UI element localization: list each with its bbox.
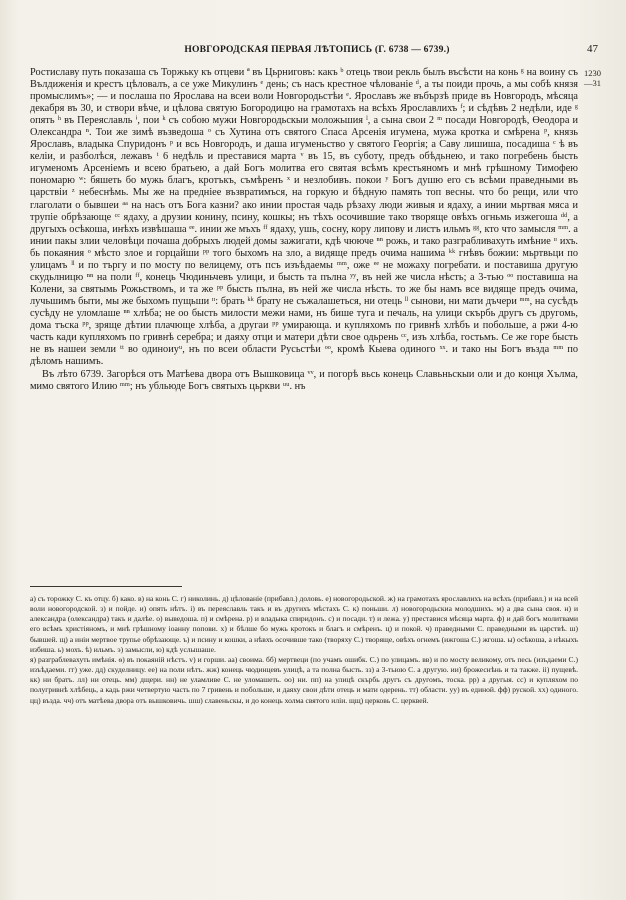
footnote-divider [30, 586, 182, 587]
year-entry-6739: Въ лѣто 6739. Загорѣся отъ Матѣева двора отъ Вышковица ᵛᵛ, и погорѣ вьсь конець Славьньскыи оли и до конця Хълма, мимо святого Илию ᵐᵐ; нъ убльюде Богъ святыхъ цьркви ᵘᵘ. нъ [30, 369, 578, 393]
chronicle-paragraph: Ростиславу путь показаша съ Торжьку къ отцеви ª въ Цьрниговъ: какъ ᵇ отець твои рекль былъ въсѣсти на конь ᵍ на воину съ Вълдиженія и крестъ цѣловалъ, а се уже Микулинъ ᵉ день; съ насъ крестное чѣлованіе ᵈ, а ты поиди прочь, а мы собѣ князя промыслимъ»; — и послаша по Ярослава на всеи воли Новгородьстѣи ᵉ. Ярославъ же въбързѣ приде въ Новгородъ, мѣсяца декабря въ 30, и створи вѣче, и цѣлова святую Богородицю на грамотахъ на всѣхъ Ярославлихъ ᶠ; и сѣдѣвъ 2 недѣли, иде ᵍ опять ʰ въ Переяславль ⁱ, пои ᵏ съ собою мужи Новгородьскыи моложьшия ˡ, а сына свои 2 ᵐ посади Новгородѣ, Өеодора и Олександра ⁿ. Тои же зимѣ възведоша ᵒ съ Хутина отъ святого Спаса Арсенія игумена, мужа кротка и смѣрена ᵖ, князь Ярославъ, владыка Спуридонъ ᵖ и всь Новгородъ, и даша игуменьство у святого Георгія; а Саву лишиша, посадиша ᶜ ѣ въ келіи, и разболѣся, лежавъ ᵗ 6 недѣль и преставися марта ᵛ въ 15, въ суботу, предъ обѣдьнею, и тако погребень бысть игуменомъ Арсеніемъ и всею братьею, а дай Богъ молитва его святая всѣмъ крестьяномъ и мнѣ грѣшному Тимофею пономарю ʷ: бяшеть бо мужь благъ, кротъкъ, съмѣренъ ˣ и незлобивъ. покои ʸ Богъ душю его съ всѣми праведными въ царствіи ᶻ небеснѣмь. Мы же на предніее възвратимъся, на горкую и бѣдную память топ весны. что бо рещи, или что глаголати о бывшеи ᵃᵃ на насъ отъ Бога казни? ако инии простая чадь рѣзаху люди живыя и ядаху, а инии мьртвая мяса и трупіе обрѣзающе ᶜᶜ ядаху, а друзии конину, псину, кошкы; нъ тѣхъ осочившие тако творяще овѣхъ огньмь изжегоша ᵈᵈ, а другыхъ осѣкоша, инѣхъ извѣшаша ᵉᵉ. инии же мъхъ ᶠᶠ ядаху, ушь, сосну, кору липову и листъ ильмъ ᵍᵍ, кто что замысля ᵐᵐ. а инии пакы злии человѣци почаша добрыхъ людей домы зажигати, кдѣ чююче ⁿⁿ рожь, и тако разграбливахуть имѣние ᶦᶦ ихъ. бь покаяния ᵒ мѣсто злое и горцайши ᵖᵖ того быхомъ на зло, а видяще предъ очима нашима ᵏᵏ гнѣвъ божии: мьртвьци по улицамъ ˡˡ и по търгу и по мосту по велицему, отъ псъ изъѣдаемы ᵐᵐ, оже ᵉᵉ не можаху погребати. и поставиша другую скудьлницю ⁿⁿ на поли ᶠᶠ, конець Чюдиньчевъ улици, и бысть та пълна ʸʸ, въ ней же числа нѣсть; а 3-тью ᵒᵒ поставиша на Колени, за святымь Рожьствомъ, и та же ᵖᵖ бысть пълна, въ ней же числа нѣсть. то же бы намъ все видяще предъ очима, лучьшимъ быти, мы же быхомъ пущьши ᶦᶦ: брать ᵏᵏ брату не съжалашеться, ни отець ˡˡ сынови, ни мати дъчери ᵐᵐ, на сусѣдъ сусѣду не уломлаше ⁿⁿ хлѣба; не оо бысть милости межи нами, нъ бише туга и печаль, на улици скърбь другъ съ другомь, дома тъска ᵖᵖ, зряще дѣтии плачюще хлѣба, а другаи ᵖᵖ умирающа. и купляхомъ по гривнѣ хлѣбъ и побольше, а ржи 4-ю часть кади купляхомъ по гривнѣ серебра; и даяху отци и матери дѣти свое одьрень ᶜᶜ, изъ хлѣба, гостьмъ. Се же горе бысть не въ нашеи земли ᵗᵗ во одиноиуᵘ, нъ по всеи области Русьстѣи ᵒᵒ, кромѣ Кыева одиного ˣˣ. и тако ны Богъ възда ᵐᵐ по дѣломъ нашимъ. [30, 67, 578, 368]
footnote-block: а) съ торожку С. къ отцу. б) како. в) на конь С. г) николинь. д) цѣлованіе (прибавл.) доловь. е) новогородьской. ж) на грамотахъ ярославлихъ на всѣхъ (прибавл.) и на всей воли новогородской. з) и пойде. и) опять нѣтъ. і) въ переяславль такъ и въ другихъ мѣстахъ С. к) поньши. л) новогородьскиа молодшихъ. м) а два сына своя. н) и александра (олександра) такъ и далѣе. о) выведоша. п) и смѣрена. р) и владыка спиридонъ. с) и посади. т) и лежа. у) преставися мѣсяца марта. ф) и дай богъ молитвами его всѣмъ христіяномъ, и мнѣ грѣшному іоанну попови. х) и бѣлше бо мужь кротокъ и благъ и смѣренъ. ц) и покой. ч) праведными С. праведными въ царствѣ. ш) бывшей. щ) а инiи мертвое трупье обрѣзающе. ъ) и псину и кошки, а нѣвхъ осочивше тако (творяху С.) творяще, овѣхъ огнемъ (ижгоша С.) жгоша. ы) осѣкоша, а нѣкыхъ избиша. ь) мохъ. ѣ) ильмъ. э) замысли, ю) кдѣ услышаше. [30, 594, 578, 654]
footnotes [30, 594, 578, 706]
page-number: 47 [587, 43, 598, 55]
margin-year-start: 1230 [584, 68, 601, 78]
footnote-block: я) разграблевахуть имѣнія. ѳ) въ покаяній нѣстъ. v) и горши. аа) своима. бб) мертвеци (по учамъ ошибк. С.) по улицамъ. вв) и по мосту великому, отъ песь (изъдаеми С.) изъѣдаеми. гг) уже. дд) скуделницу. ее) на поли нѣтъ. жж) конець чюдинцевъ улицѣ, а та полна бысть. зз) а 3-тьюю С. а другую. ии) брожеснѣнь и та также. іі) пущевѣ. кк) ни братъ. лл) ни отець. мм) дщери. нн) не уламливе С. не уломашеть. оо) ни. пп) на улицѣ скърбь другъ съ другомъ, тоска. рр) а другыя. сс) и купляхом по полугривнѣ хлѣбець, а кадь ржи четвертую часть по 7 гривень и побольше, и даяху свои дѣти отець и мати одерень. тт) области. уу) въ единой. фф) руской. хх) одиного. цц) възда. чч) отъ матѣева двора отъ вышковичь. шш) славеньскы, и до конець холма святого иліи. щщ) церковь С. церквей. [30, 654, 578, 705]
margin-year-note [584, 68, 601, 88]
running-header [30, 44, 604, 60]
chronicle-text [30, 67, 578, 393]
header-title: НОВГОРОДСКАЯ ПЕРВАЯ ЛѢТОПИСЬ (Г. 6738 — 6739.) [184, 44, 450, 55]
margin-year-end: —31 [584, 78, 601, 88]
